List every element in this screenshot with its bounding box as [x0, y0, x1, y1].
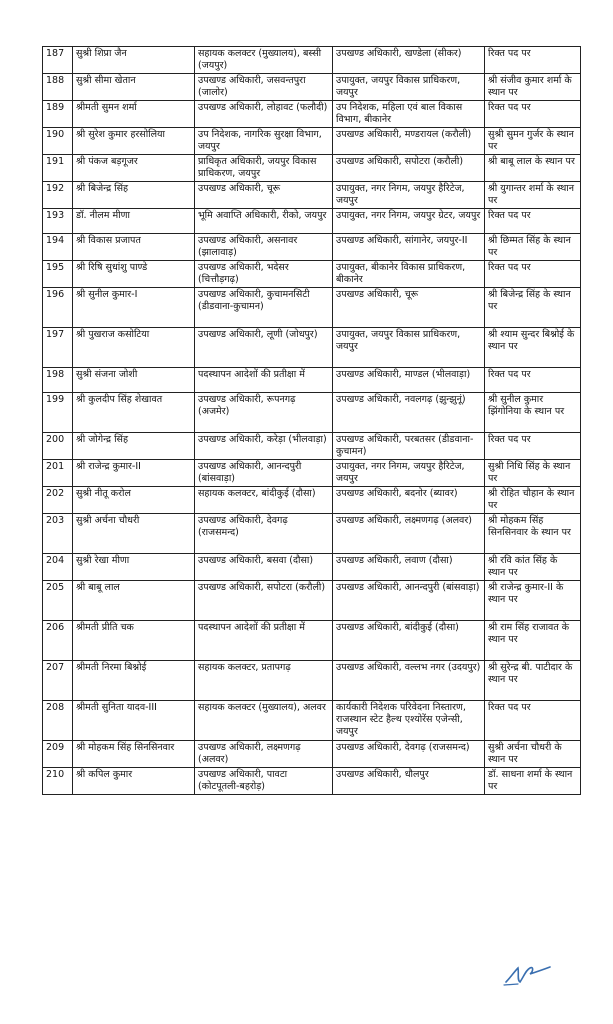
new-posting-cell: कार्यकारी निदेशक परिवेदना निस्तारण, राजस्थान स्टेट हैल्थ एश्योरेंस एजेन्सी, जयपुर	[333, 701, 485, 741]
remark-cell: श्री बाबू लाल के स्थान पर	[485, 155, 581, 182]
officer-name-cell: श्री पंकज बड़गूजर	[73, 155, 195, 182]
new-posting-cell: उपखण्ड अधिकारी, नवलगढ़ (झुन्झुनूं)	[333, 393, 485, 433]
serial-number-cell: 206	[43, 621, 73, 661]
table-row	[43, 433, 581, 460]
officer-name-cell: श्रीमती निरमा बिश्नोई	[73, 661, 195, 701]
officer-name-cell: श्री कपिल कुमार	[73, 768, 195, 795]
serial-number-cell: 195	[43, 261, 73, 288]
table-row	[43, 554, 581, 581]
officer-name-cell: श्रीमती सुनिता यादव-III	[73, 701, 195, 741]
serial-number-cell: 188	[43, 74, 73, 101]
current-posting-cell: उपखण्ड अधिकारी, लूणी (जोधपुर)	[195, 328, 333, 368]
signature	[500, 958, 560, 988]
table-row	[43, 182, 581, 209]
remark-cell: सुश्री निधि सिंह के स्थान पर	[485, 460, 581, 487]
table-row	[43, 514, 581, 554]
officer-name-cell: सुश्री अर्चना चौधरी	[73, 514, 195, 554]
table-row	[43, 741, 581, 768]
transfer-table-body	[43, 47, 581, 795]
serial-number-cell: 202	[43, 487, 73, 514]
serial-number-cell: 200	[43, 433, 73, 460]
officer-name-cell: श्री बिजेन्द्र सिंह	[73, 182, 195, 209]
new-posting-cell: उपखण्ड अधिकारी, लवाण (दौसा)	[333, 554, 485, 581]
officer-name-cell: श्री राजेन्द्र कुमार-II	[73, 460, 195, 487]
remark-cell: श्री बिजेन्द्र सिंह के स्थान पर	[485, 288, 581, 328]
new-posting-cell: उपायुक्त, जयपुर विकास प्राधिकरण, जयपुर	[333, 328, 485, 368]
serial-number-cell: 207	[43, 661, 73, 701]
table-row	[43, 621, 581, 661]
new-posting-cell: उपायुक्त, नगर निगम, जयपुर हैरिटेज, जयपुर	[333, 182, 485, 209]
current-posting-cell: उपखण्ड अधिकारी, जसवन्तपुरा (जालोर)	[195, 74, 333, 101]
transfer-table	[42, 46, 581, 795]
current-posting-cell: सहायक कलक्टर (मुख्यालय), अलवर	[195, 701, 333, 741]
new-posting-cell: उपखण्ड अधिकारी, माण्डल (भीलवाड़ा)	[333, 368, 485, 393]
new-posting-cell: उपखण्ड अधिकारी, बदनोर (ब्यावर)	[333, 487, 485, 514]
serial-number-cell: 204	[43, 554, 73, 581]
officer-name-cell: सुश्री सीमा खेतान	[73, 74, 195, 101]
table-row	[43, 74, 581, 101]
remark-cell: रिक्त पद पर	[485, 261, 581, 288]
current-posting-cell: उपखण्ड अधिकारी, लोहावट (फलौदी)	[195, 101, 333, 128]
table-row	[43, 155, 581, 182]
remark-cell: श्री रवि कांत सिंह के स्थान पर	[485, 554, 581, 581]
serial-number-cell: 191	[43, 155, 73, 182]
officer-name-cell: सुश्री संजना जोशी	[73, 368, 195, 393]
current-posting-cell: पदस्थापन आदेशों की प्रतीक्षा में	[195, 368, 333, 393]
table-row	[43, 701, 581, 741]
remark-cell: श्री छिम्मत सिंह के स्थान पर	[485, 234, 581, 261]
new-posting-cell: उपखण्ड अधिकारी, देवगढ़ (राजसमन्द)	[333, 741, 485, 768]
officer-name-cell: श्री सुनील कुमार-I	[73, 288, 195, 328]
remark-cell: श्री मोहकम सिंह सिनसिनवार के स्थान पर	[485, 514, 581, 554]
remark-cell: श्री संजीव कुमार शर्मा के स्थान पर	[485, 74, 581, 101]
table-row	[43, 581, 581, 621]
serial-number-cell: 198	[43, 368, 73, 393]
remark-cell: रिक्त पद पर	[485, 368, 581, 393]
current-posting-cell: उपखण्ड अधिकारी, असनावर (झालावाड़)	[195, 234, 333, 261]
serial-number-cell: 208	[43, 701, 73, 741]
new-posting-cell: उपखण्ड अधिकारी, परबतसर (डीडवाना-कुचामन)	[333, 433, 485, 460]
current-posting-cell: उपखण्ड अधिकारी, कुचामनसिटी (डीडवाना-कुचामन)	[195, 288, 333, 328]
officer-name-cell: श्री रिषि सुधांशु पाण्डे	[73, 261, 195, 288]
serial-number-cell: 196	[43, 288, 73, 328]
table-row	[43, 128, 581, 155]
table-row	[43, 261, 581, 288]
remark-cell: श्री सुनील कुमार झिंगोनिया के स्थान पर	[485, 393, 581, 433]
serial-number-cell: 192	[43, 182, 73, 209]
document-page	[42, 46, 580, 795]
table-row	[43, 288, 581, 328]
current-posting-cell: भूमि अवाप्ति अधिकारी, रीको, जयपुर	[195, 209, 333, 234]
serial-number-cell: 193	[43, 209, 73, 234]
remark-cell: श्री श्याम सुन्दर बिश्नोई के स्थान पर	[485, 328, 581, 368]
current-posting-cell: उपखण्ड अधिकारी, आनन्दपुरी (बांसवाड़ा)	[195, 460, 333, 487]
table-row	[43, 209, 581, 234]
new-posting-cell: उपायुक्त, नगर निगम, जयपुर हैरिटेज, जयपुर	[333, 460, 485, 487]
officer-name-cell: श्रीमती सुमन शर्मा	[73, 101, 195, 128]
remark-cell: रिक्त पद पर	[485, 209, 581, 234]
current-posting-cell: उपखण्ड अधिकारी, पावटा (कोटपूतली-बहरोड़)	[195, 768, 333, 795]
officer-name-cell: सुश्री रेखा मीणा	[73, 554, 195, 581]
remark-cell: श्री राजेन्द्र कुमार-II के स्थान पर	[485, 581, 581, 621]
officer-name-cell: श्री कुलदीप सिंह शेखावत	[73, 393, 195, 433]
officer-name-cell: श्री विकास प्रजापत	[73, 234, 195, 261]
remark-cell: डॉ. साधना शर्मा के स्थान पर	[485, 768, 581, 795]
table-row	[43, 234, 581, 261]
current-posting-cell: सहायक कलक्टर (मुख्यालय), बस्सी (जयपुर)	[195, 47, 333, 74]
remark-cell: रिक्त पद पर	[485, 701, 581, 741]
new-posting-cell: उपखण्ड अधिकारी, बांदीकुई (दौसा)	[333, 621, 485, 661]
current-posting-cell: उपखण्ड अधिकारी, रूपनगढ़ (अजमेर)	[195, 393, 333, 433]
current-posting-cell: उप निदेशक, नागरिक सुरक्षा विभाग, जयपुर	[195, 128, 333, 155]
officer-name-cell: सुश्री नीतू करोल	[73, 487, 195, 514]
table-row	[43, 460, 581, 487]
table-row	[43, 368, 581, 393]
new-posting-cell: उपखण्ड अधिकारी, धौलपुर	[333, 768, 485, 795]
officer-name-cell: श्री जोगेन्द्र सिंह	[73, 433, 195, 460]
current-posting-cell: उपखण्ड अधिकारी, भदेसर (चित्तौड़गढ़)	[195, 261, 333, 288]
officer-name-cell: श्री मोहकम सिंह सिनसिनवार	[73, 741, 195, 768]
serial-number-cell: 187	[43, 47, 73, 74]
serial-number-cell: 210	[43, 768, 73, 795]
serial-number-cell: 205	[43, 581, 73, 621]
remark-cell: श्री रोहित चौहान के स्थान पर	[485, 487, 581, 514]
current-posting-cell: प्राधिकृत अधिकारी, जयपुर विकास प्राधिकरण, जयपुर	[195, 155, 333, 182]
current-posting-cell: उपखण्ड अधिकारी, देवगढ़ (राजसमन्द)	[195, 514, 333, 554]
serial-number-cell: 203	[43, 514, 73, 554]
current-posting-cell: उपखण्ड अधिकारी, चूरू	[195, 182, 333, 209]
current-posting-cell: सहायक कलक्टर, बांदीकुई (दौसा)	[195, 487, 333, 514]
new-posting-cell: उपखण्ड अधिकारी, सपोटरा (करौली)	[333, 155, 485, 182]
new-posting-cell: उपायुक्त, बीकानेर विकास प्राधिकरण, बीकानेर	[333, 261, 485, 288]
table-row	[43, 47, 581, 74]
serial-number-cell: 201	[43, 460, 73, 487]
new-posting-cell: उपखण्ड अधिकारी, मण्डरायल (करौली)	[333, 128, 485, 155]
serial-number-cell: 190	[43, 128, 73, 155]
remark-cell: श्री युगान्तर शर्मा के स्थान पर	[485, 182, 581, 209]
serial-number-cell: 194	[43, 234, 73, 261]
new-posting-cell: उपखण्ड अधिकारी, चूरू	[333, 288, 485, 328]
officer-name-cell: श्री सुरेश कुमार हरसोलिया	[73, 128, 195, 155]
officer-name-cell: श्री पुखराज कसोटिया	[73, 328, 195, 368]
new-posting-cell: उपखण्ड अधिकारी, सांगानेर, जयपुर-II	[333, 234, 485, 261]
serial-number-cell: 209	[43, 741, 73, 768]
new-posting-cell: उपखण्ड अधिकारी, आनन्दपुरी (बांसवाड़ा)	[333, 581, 485, 621]
new-posting-cell: उपायुक्त, नगर निगम, जयपुर ग्रेटर, जयपुर	[333, 209, 485, 234]
officer-name-cell: सुश्री शिप्रा जैन	[73, 47, 195, 74]
serial-number-cell: 199	[43, 393, 73, 433]
current-posting-cell: उपखण्ड अधिकारी, करेड़ा (भीलवाड़ा)	[195, 433, 333, 460]
officer-name-cell: डॉ. नीलम मीणा	[73, 209, 195, 234]
new-posting-cell: उपखण्ड अधिकारी, लक्ष्मणगढ़ (अलवर)	[333, 514, 485, 554]
current-posting-cell: उपखण्ड अधिकारी, सपोटरा (करौली)	[195, 581, 333, 621]
new-posting-cell: उपखण्ड अधिकारी, वल्लभ नगर (उदयपुर)	[333, 661, 485, 701]
table-row	[43, 768, 581, 795]
officer-name-cell: श्री बाबू लाल	[73, 581, 195, 621]
current-posting-cell: सहायक कलक्टर, प्रतापगढ़	[195, 661, 333, 701]
remark-cell: श्री राम सिंह राजावत के स्थान पर	[485, 621, 581, 661]
remark-cell: रिक्त पद पर	[485, 433, 581, 460]
serial-number-cell: 189	[43, 101, 73, 128]
officer-name-cell: श्रीमती प्रीति चक	[73, 621, 195, 661]
table-row	[43, 328, 581, 368]
table-row	[43, 661, 581, 701]
new-posting-cell: उपखण्ड अधिकारी, खण्डेला (सीकर)	[333, 47, 485, 74]
table-row	[43, 393, 581, 433]
new-posting-cell: उप निदेशक, महिला एवं बाल विकास विभाग, बीकानेर	[333, 101, 485, 128]
new-posting-cell: उपायुक्त, जयपुर विकास प्राधिकरण, जयपुर	[333, 74, 485, 101]
remark-cell: सुश्री सुमन गुर्जर के स्थान पर	[485, 128, 581, 155]
remark-cell: रिक्त पद पर	[485, 101, 581, 128]
table-row	[43, 101, 581, 128]
current-posting-cell: उपखण्ड अधिकारी, लक्ष्मणगढ़ (अलवर)	[195, 741, 333, 768]
remark-cell: रिक्त पद पर	[485, 47, 581, 74]
current-posting-cell: पदस्थापन आदेशों की प्रतीक्षा में	[195, 621, 333, 661]
table-row	[43, 487, 581, 514]
remark-cell: सुश्री अर्चना चौधरी के स्थान पर	[485, 741, 581, 768]
serial-number-cell: 197	[43, 328, 73, 368]
current-posting-cell: उपखण्ड अधिकारी, बसवा (दौसा)	[195, 554, 333, 581]
remark-cell: श्री सुरेन्द्र बी. पाटीदार के स्थान पर	[485, 661, 581, 701]
